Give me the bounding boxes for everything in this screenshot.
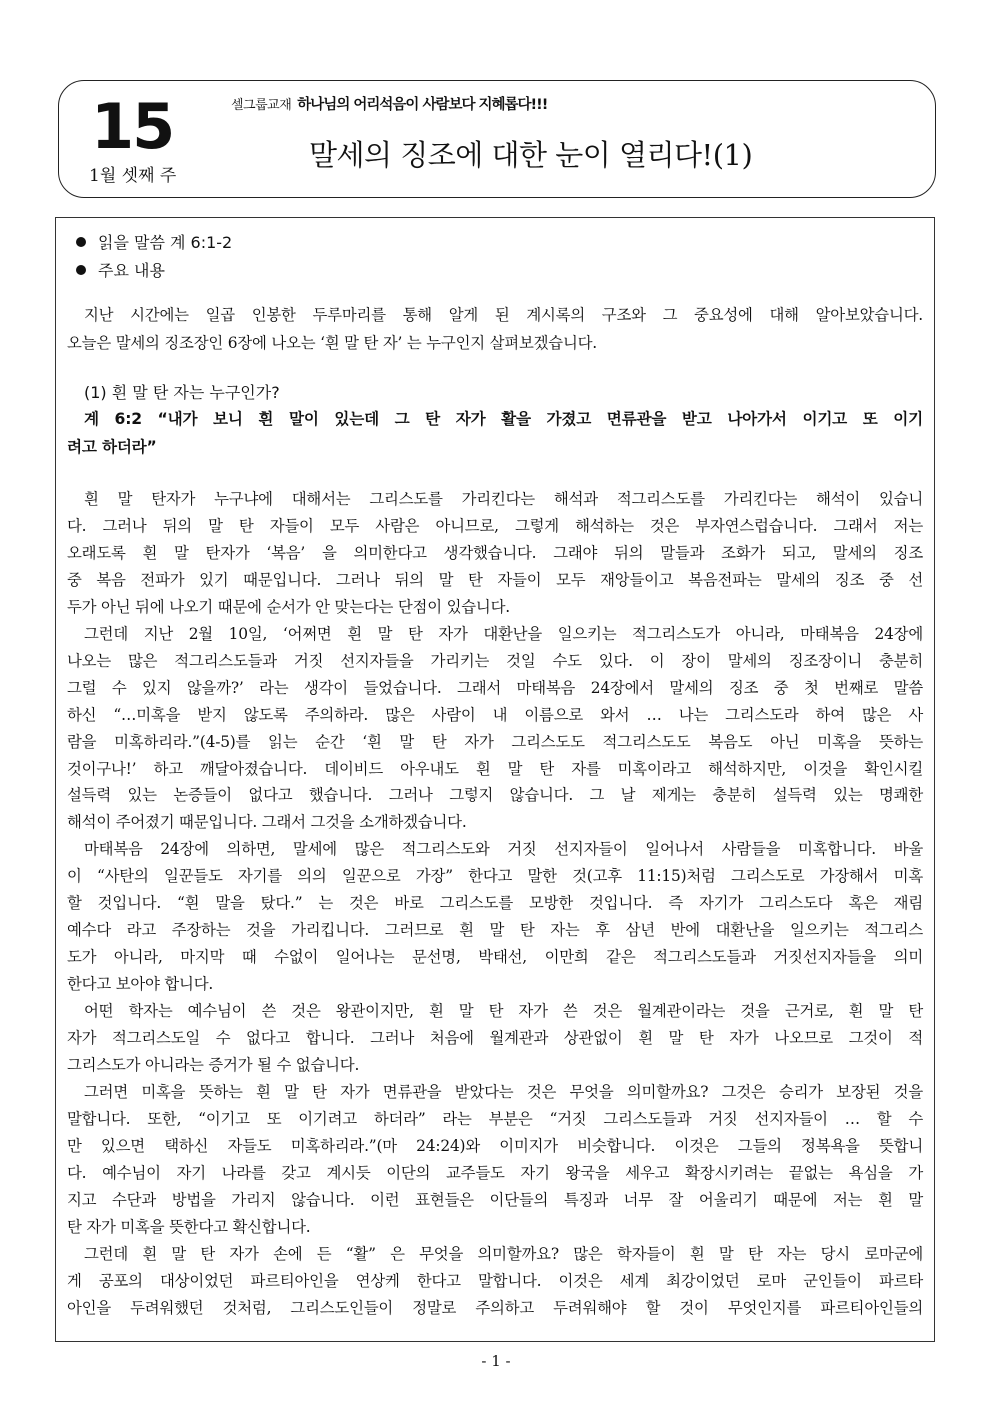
- body-line: 중 복음 전파가 있기 때문입니다. 그러나 뒤의 말 탄 자들이 모두 재앙들이고 복음전파는 말세의 징조 중 선: [67, 570, 923, 589]
- body-line: 것이구나!’ 하고 깨달아졌습니다. 데이비드 아우내도 흰 말 탄 자를 미혹이라고 해석하지만, 이것을 확인시킬: [67, 759, 923, 778]
- series-label: 셀그룹교재: [231, 98, 292, 113]
- intro-line: 지난 시간에는 일곱 인봉한 두루마리를 통해 알게 된 계시록의 구조와 그 중요성에 대해 알아보았습니다.: [84, 306, 923, 324]
- lesson-header: [58, 80, 936, 198]
- body-line: 아인을 두려워했던 것처럼, 그리스도인들이 정말로 주의하고 두려워해야 할 것이 무엇인지를 파르티아인들의: [67, 1298, 923, 1317]
- body-line: 두가 아닌 뒤에 나오기 때문에 순서가 안 맞는다는 단점이 있습니다.: [67, 597, 510, 616]
- body-line: 지고 수단과 방법을 가리지 않습니다. 이런 표현들은 이단들의 특징과 너무 잘 어울리기 때문에 저는 흰 말: [67, 1190, 923, 1209]
- body-line: 탄 자가 미혹을 뜻한다고 확신합니다.: [67, 1217, 311, 1236]
- lesson-number: 15: [91, 90, 174, 163]
- reading-bullet: [76, 230, 232, 253]
- body-line: 다. 예수님이 자기 나라를 갖고 계시듯 이단의 교주들도 자기 왕국을 세우고 확장시키려는 끝없는 욕심을 가: [67, 1163, 923, 1182]
- content-box: [55, 217, 935, 1342]
- body-line: 만 있으면 택하신 자들도 미혹하리라.”(마 24:24)와 이미지가 비슷합니다. 이것은 그들의 정복욕을 뜻합니: [67, 1136, 923, 1155]
- verse-line: 려고 하더라”: [67, 438, 157, 456]
- body-line: 자가 적그리스도일 수 없다고 합니다. 그러나 처음에 월계관과 상관없이 흰 말 탄 자가 나오므로 그것이 적: [67, 1029, 923, 1047]
- body-line: 도가 아니라, 마지막 때 수없이 일어나는 문선명, 박태선, 이만희 같은 적그리스도들과 거짓선지자들을 의미: [67, 948, 923, 967]
- reading-text: 읽을 말씀 계 6:1-2: [98, 233, 233, 252]
- lesson-week: 1월 셋째 주: [89, 166, 177, 186]
- body-line: 마태복음 24장에 의하면, 말세에 많은 적그리스도와 거짓 선지자들이 일어나서 사람들을 미혹합니다. 바울: [84, 840, 923, 859]
- body-line: 그러면 미혹을 뜻하는 흰 말 탄 자가 면류관을 받았다는 것은 무엇을 의미할까요? 그것은 승리가 보장된 것을: [84, 1082, 923, 1101]
- section-heading: (1) 흰 말 탄 자는 누구인가?: [84, 383, 280, 402]
- body-line: 이 “사탄의 일꾼들도 자기를 의의 일꾼으로 가장” 한다고 말한 것(고후 11:15)처럼 그리스도로 가장해서 미혹: [67, 867, 923, 886]
- body-line: 그럴 수 있지 않을까?’ 라는 생각이 들었습니다. 그래서 마태복음 24장에서 말세의 징조 중 첫 번째로 말씀: [67, 678, 923, 697]
- bullet-dot-icon: [76, 265, 86, 275]
- summary-text: 주요 내용: [98, 261, 165, 280]
- body-line: 할 것입니다. “흰 말을 탔다.” 는 것은 바로 그리스도를 모방한 것입니다. 즉 자기가 그리스도다 혹은 재림: [67, 894, 923, 913]
- body-line: 그리스도가 아니라는 증거가 될 수 없습니다.: [67, 1055, 360, 1074]
- page-number: - 1 -: [481, 1352, 511, 1370]
- series-title: 하나님의 어리석음이 사람보다 지혜롭다!!!: [297, 97, 548, 113]
- body-line: 그런데 흰 말 탄 자가 손에 든 “활” 은 무엇을 의미할까요? 많은 학자들이 흰 말 탄 자는 당시 로마군에: [84, 1244, 923, 1263]
- body-line: 람을 미혹하리라.”(4-5)를 읽는 순간 ‘흰 말 탄 자가 그리스도도 적그리스도도 복음도 아닌 미혹을 뜻하는: [67, 732, 923, 751]
- series-line: [231, 93, 547, 114]
- body-line: 다. 그러나 뒤의 말 탄 자들이 모두 사람은 아니므로, 그렇게 해석하는 것은 부자연스럽습니다. 그래서 저는: [67, 516, 923, 535]
- body-line: 말합니다. 또한, “이기고 또 이기려고 하더라” 라는 부분은 “거짓 그리스도들과 거짓 선지자들이 … 할 수: [67, 1109, 923, 1128]
- body-line: 하신 “…미혹을 받지 않도록 주의하라. 많은 사람이 내 이름으로 와서 … 나는 그리스도라 하여 많은 사: [67, 705, 923, 724]
- body-line: 나오는 많은 적그리스도들과 거짓 선지자들을 가리키는 것일 수도 있다. 이 장이 말세의 징조장이니 충분히: [67, 651, 923, 670]
- body-line: 설득력 있는 논증들이 없다고 했습니다. 그러나 그렇지 않습니다. 그 날 제게는 충분히 설득력 있는 명쾌한: [67, 786, 923, 805]
- body-line: 그런데 지난 2월 10일, ‘어쩌면 흰 말 탄 자가 대환난을 일으키는 적그리스도가 아니라, 마태복음 24장에: [84, 624, 923, 643]
- intro-line: 오늘은 말세의 징조장인 6장에 나오는 ‘흰 말 탄 자’ 는 누구인지 살펴보겠습니다.: [67, 334, 597, 352]
- verse-line: 계 6:2 “내가 보니 흰 말이 있는데 그 탄 자가 활을 가졌고 면류관을 받고 나아가서 이기고 또 이기: [84, 410, 923, 428]
- page-title: 말세의 징조에 대한 눈이 열리다!(1): [309, 138, 753, 172]
- body-line: 한다고 보아야 합니다.: [67, 975, 214, 994]
- body-line: 게 공포의 대상이었던 파르티아인을 연상케 한다고 말합니다. 이것은 세계 최강이었던 로마 군인들이 파르타: [67, 1271, 923, 1290]
- body-line: 오래도록 흰 말 탄자가 ‘복음’ 을 의미한다고 생각했습니다. 그래야 뒤의 말들과 조화가 되고, 말세의 징조: [67, 543, 923, 562]
- body-line: 해석이 주어졌기 때문입니다. 그래서 그것을 소개하겠습니다.: [67, 813, 467, 832]
- bullet-dot-icon: [76, 237, 86, 247]
- summary-bullet: [76, 258, 165, 281]
- body-line: 어떤 학자는 예수님이 쓴 것은 왕관이지만, 흰 말 탄 자가 쓴 것은 월계관이라는 것을 근거로, 흰 말 탄: [84, 1002, 923, 1021]
- body-line: 예수다 라고 주장하는 것을 가리킵니다. 그러므로 흰 말 탄 자는 후 삼년 반에 대환난을 일으키는 적그리스: [67, 921, 923, 940]
- body-line: 흰 말 탄자가 누구냐에 대해서는 그리스도를 가리킨다는 해석과 적그리스도를 가리킨다는 해석이 있습니: [84, 490, 923, 508]
